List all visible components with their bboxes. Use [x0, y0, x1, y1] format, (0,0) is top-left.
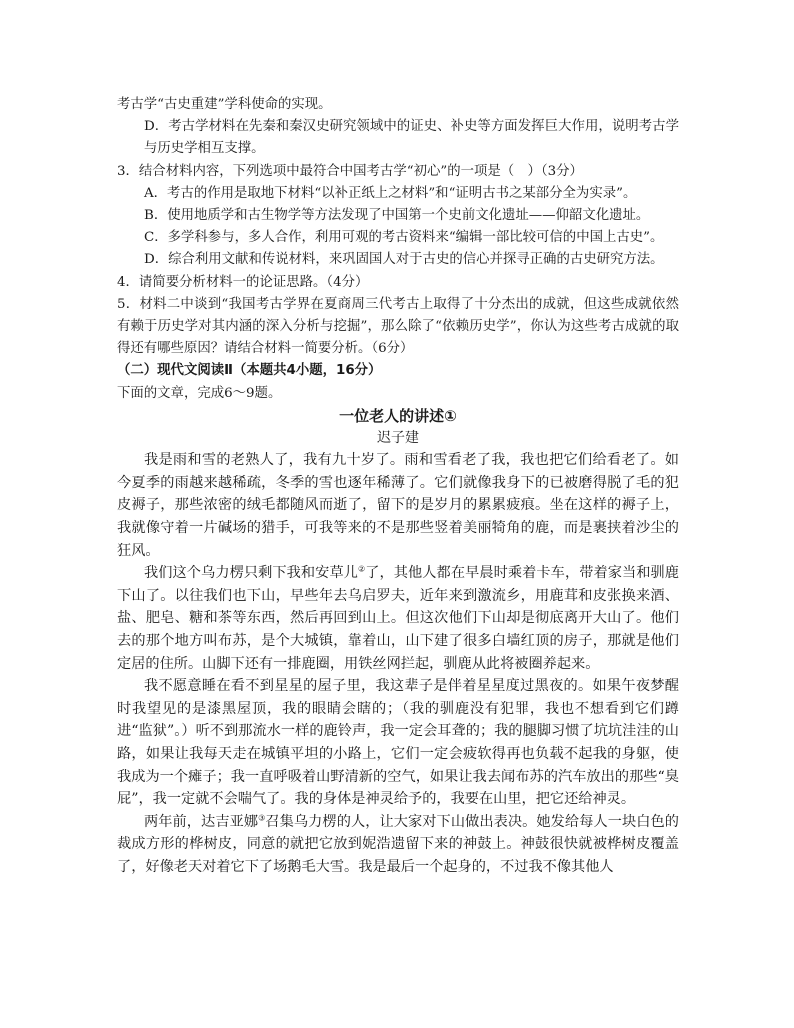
story-paragraph-4-part1: 两年前，达吉亚娜 [144, 813, 259, 830]
story-paragraph-4 [117, 811, 679, 879]
question3-option-b: B．使用地质学和古生物学等方法发现了中国第一个史前文化遗址——仰韶文化遗址。 [144, 208, 650, 224]
question3-stem: 3．结合材料内容，下列选项中最符合中国考古学“初心”的一项是（ ）（3分） [117, 163, 583, 179]
story-paragraph-4-part2: 召集乌力楞的人，让大家对下山做出表决。她发给每人一块白色的裁成方形的桦树皮，同意的就把它放到妮浩遗留下来的神鼓上。神鼓很快就被桦树皮覆盖了，好像老天对着它下了场鹅毛大雪。我是最后一个起身的，不过我不像其他人 [117, 813, 679, 875]
question5: 5．材料二中谈到“我国考古学界在夏商周三代考古上取得了十分杰出的成就，但这些成就依然有赖于历史学对其内涵的深入分析与挖掘”，那么除了“依赖历史学”，你认为这些考古成就的取得还有哪些原因？请结合材料一简要分析。（6分） [117, 296, 679, 357]
document-page [117, 94, 679, 879]
story-author: 迟子建 [377, 430, 419, 447]
section2-heading: （二）现代文阅读Ⅱ（本题共4小题，16分） [117, 363, 382, 379]
question2-tail: 考古学“古史重建”学科使命的实现。 [117, 97, 332, 112]
story-paragraph-2 [117, 562, 679, 675]
question3-option-c: C．多学科参与，多人合作，利用可观的考古资料来“编辑一部比较可信的中国上古史”。 [144, 230, 664, 246]
footnote-marker-2: ② [357, 564, 366, 574]
question3-option-a: A．考古的作用是取地下材料“以补正纸上之材料”和“证明古书之某部分全为实录”。 [144, 185, 637, 201]
story-paragraph-2-part1: 我们这个乌力楞只剩下我和安草儿 [144, 565, 358, 582]
story-body [117, 449, 679, 878]
question2-option-d: D．考古学材料在先秦和秦汉史研究领域中的证史、补史等方面发挥巨大作用，说明考古学与历史学相互支撑。 [144, 119, 679, 157]
question3-option-d: D．综合利用文献和传说材料，来巩固国人对于古史的信心并探寻正确的古史研究方法。 [144, 252, 664, 268]
question4: 4．请简要分析材料一的论证思路。（4分） [117, 274, 369, 290]
story-paragraph-3: 我不愿意睡在看不到星星的屋子里，我这辈子是伴着星星度过黑夜的。如果午夜梦醒时我望见的是漆黑屋顶，我的眼睛会瞎的；（我的驯鹿没有犯罪，我也不想看到它们蹲进“监狱”。）听不到那流水一样的鹿铃声，我一定会耳聋的；我的腿脚习惯了坑坑洼洼的山路，如果让我每天走在城镇平坦的小路上，它们一定会疲软得再也负载不起我的身躯，使我成为一个瘫子；我一直呼吸着山野清新的空气，如果让我去闻布苏的汽车放出的那些“臭屁”，我一定就不会喘气了。我的身体是神灵给予的，我要在山里，把它还给神灵。 [117, 678, 679, 808]
story-title: 一位老人的讲述① [339, 406, 457, 425]
story-paragraph-1: 我是雨和雪的老熟人了，我有九十岁了。雨和雪看老了我，我也把它们给看老了。如今夏季的雨越来越稀疏，冬季的雪也逐年稀薄了。它们就像我身下的已被磨得脱了毛的犯皮褥子，那些浓密的绒毛都随风而逝了，留下的是岁月的累累疲痕。坐在这样的褥子上，我就像守着一片碱场的猎手，可我等来的不是那些竖着美丽犄角的鹿，而是裹挟着沙尘的狂风。 [117, 452, 679, 559]
footnote-marker-3: ③ [258, 813, 266, 823]
story-paragraph-2-part2: 了，其他人都在早晨时乘着卡车，带着家当和驯鹿下山了。以往我们也下山，早些年去乌启罗夫，近年来到激流乡，用鹿茸和皮张换来酒、盐、肥皂、糖和茶等东西，然后再回到山上。但这次他们下山却是彻底离开大山了。他们去的那个地方叫布苏，是个大城镇，靠着山，山下建了很多白墙红顶的房子，那就是他们定居的住所。山脚下还有一排鹿圈，用铁丝网拦起，驯鹿从此将被圈养起来。 [117, 565, 679, 672]
section2-instruction: 下面的文章，完成6～9题。 [117, 385, 282, 401]
